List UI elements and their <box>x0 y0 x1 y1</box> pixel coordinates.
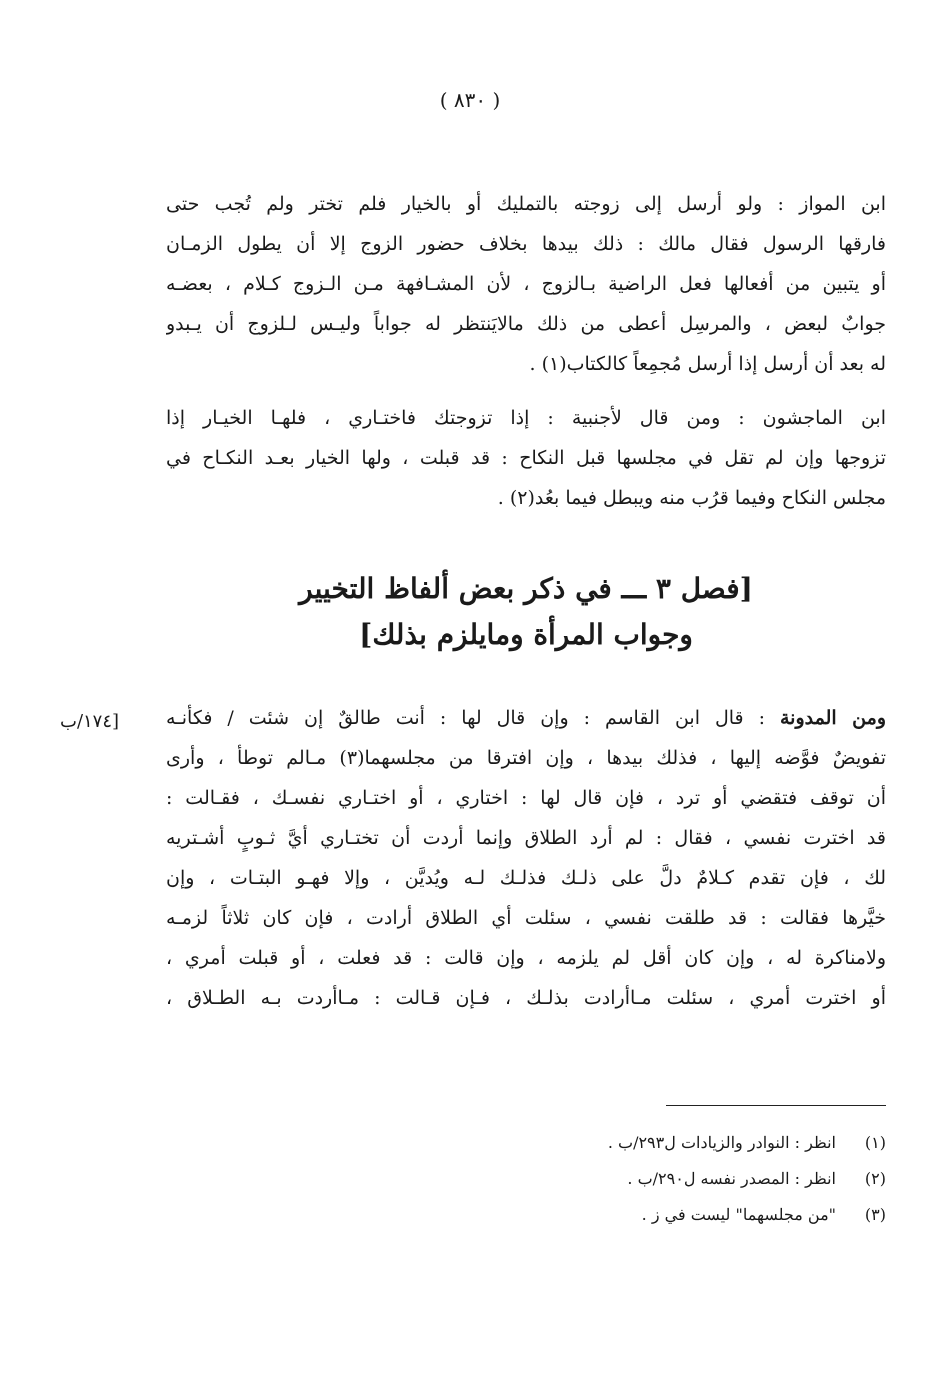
page-number: ( ٨٣٠ ) <box>439 88 501 112</box>
text-line: فارقها الرسول فقال مالك : ذلك بيدها بخلاف حضور الزوج إلا أن يطول الزمـان <box>166 233 886 255</box>
text-line <box>166 698 886 738</box>
text-line: أن توقف فتقضي أو ترد ، فإن قال لها : اختاري ، أو اختـاري نفسـك ، فقـالت : <box>166 787 886 809</box>
footnote-text: "من مجلسهما" ليست في ز . <box>641 1205 836 1224</box>
margin-folio-note: [١٧٤/ب <box>60 711 120 732</box>
paragraph-mudawwana <box>166 698 886 1018</box>
paragraph-lead: ومن المدونة <box>779 707 886 729</box>
footnote <box>420 1125 886 1161</box>
footnote-text: انظر : المصدر نفسه ل٢٩٠/ب . <box>627 1169 836 1188</box>
text-line-rest: : قال ابن القاسم : وإن قال لها : أنت طالقٌ إن شئت / فكأنـه <box>166 707 780 729</box>
text-line: ولامناكرة له ، وإن كان أقل لم يلزمه ، وإن قالت : قد فعلت ، أو قبلت أمري ، <box>166 947 886 969</box>
paragraph-ibn-al-majishun <box>166 398 886 518</box>
text-line: تفويضٌ فوَّضه إليها ، فذلك بيدها ، وإن افترقا من مجلسهما(٣) مـالم توطأ ، وأرى <box>166 747 886 769</box>
text-line: له بعد أن أرسل إذا أرسل مُجمِعاً كالكتاب(١) . <box>529 353 886 375</box>
section-heading-line: [فصل ٣ ـــ في ذكر بعض ألفاظ التخيير <box>299 572 753 605</box>
footnote-number: (٢) <box>864 1169 886 1188</box>
paragraph-ibn-al-mawwaz <box>166 184 886 384</box>
text-line: ابن الماجشون : ومن قال لأجنبية : إذا تزوجتك فاختـاري ، فلهـا الخيـار إذا <box>166 407 886 429</box>
text-line: تزوجها وإن لم تقل في مجلسها قبل النكاح : قد قبلت ، ولها الخيار بعـد النكـاح في <box>166 447 886 469</box>
footnote-number: (١) <box>864 1133 886 1152</box>
section-heading <box>166 566 886 658</box>
footnote-number: (٣) <box>864 1205 886 1224</box>
text-line: قد اخترت نفسي ، فقال : لم أرد الطلاق وإنما أردت أن تختـاري أيَّ ثـوبٍ أشـتريه <box>166 827 886 849</box>
footnote <box>420 1161 886 1197</box>
footnote <box>420 1197 886 1233</box>
footnote-text: انظر : النوادر والزيادات ل٢٩٣/ب . <box>607 1133 836 1152</box>
text-line: مجلس النكاح وفيما قرُب منه ويبطل فيما بعُد(٢) . <box>497 487 886 509</box>
section-heading-line: وجواب المرأة ومايلزم بذلك] <box>359 618 693 651</box>
footnotes <box>420 1125 886 1233</box>
text-line: لك ، فإن تقدم كـلامٌ دلَّ على ذلـك فذلـك لـه ويُديَّن ، وإلا فهـو البتـات ، وإن <box>166 867 886 889</box>
text-line: جوابٌ لبعض ، والمرسِل أعطى من ذلك مالايَنتظر له جواباً وليـس لـلزوج أن يـبدو <box>166 313 886 335</box>
footnote-separator <box>666 1105 886 1106</box>
text-line: أو يتبين من أفعالها فعل الراضية بـالزوج ، لأن المشـافهة مـن الـزوج كـلام ، بعضـه <box>166 273 886 295</box>
text-line: خيَّرها فقالت : قد طلقت نفسي ، سئلت أي الطلاق أرادت ، فإن كان ثلاثاً لزمـه <box>166 907 886 929</box>
text-line: ابن المواز : ولو أرسل إلى زوجته بالتمليك أو بالخيار فلم تختر ولم تُجب حتى <box>166 193 886 215</box>
text-line: أو اخترت أمري ، سئلت مـاأرادت بذلـك ، فـإن قـالت : مـاأردت بـه الطـلاق ، <box>166 987 886 1009</box>
